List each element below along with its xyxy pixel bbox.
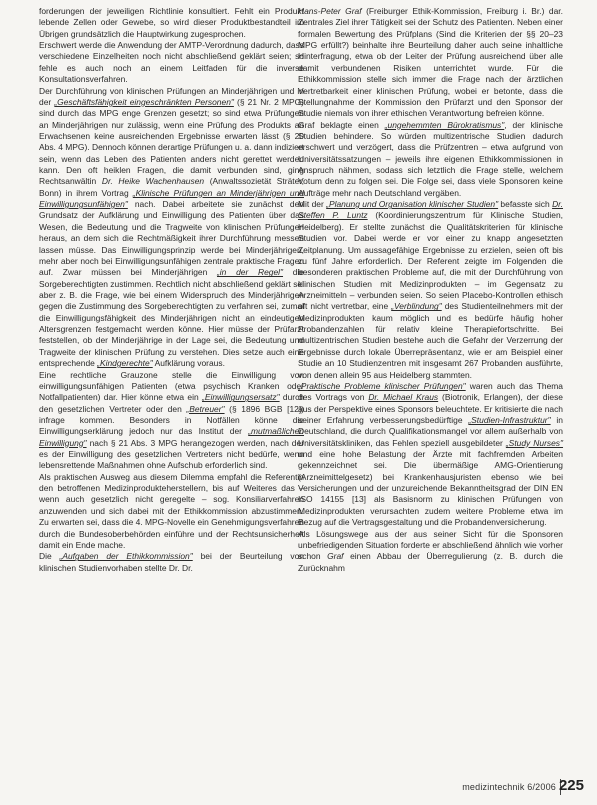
text-run: einen Abbau der Überregulierung (z. B. durch die Zurücknahm: [298, 551, 563, 573]
text-run: Der Durchführung von klinischen Prüfungen an Minderjährigen und in der: [39, 85, 304, 107]
emphasized-text: „Klinische Prüfungen an Minderjährigen und Einwilligungsunfähigen": [39, 187, 304, 210]
emphasized-text: „ungehemmten Bürokratismus": [384, 119, 505, 130]
page-number: 225: [558, 777, 584, 794]
emphasized-text: Dr. Heike Wachenhausen: [101, 176, 205, 187]
paragraph: [39, 40, 304, 85]
emphasized-text: Hans-Peter Graf: [298, 6, 362, 16]
paragraph: [39, 86, 304, 370]
emphasized-text: „Planung und Organisation klinischer Studien": [326, 199, 499, 210]
emphasized-text: „Kindgerechte": [97, 358, 153, 369]
left-column: [39, 6, 304, 574]
emphasized-text: „Aufgaben der Ethikkommission": [59, 551, 193, 562]
magazine-issue: medizintechnik 6/2006: [462, 782, 556, 792]
text-run: Als Lösungswege aus der aus seiner Sicht für die Sponsoren unbefriedigenden Situation forderte er abschließend ähnlich wie vorher schon: [298, 528, 563, 562]
text-run: Eine rechtliche Grauzone stelle die Einwilligung von einwilligungsunfähigen Patienten (etwa psychisch Kranken oder Notfallpatienten) dar. Hier könne etwa ein: [39, 369, 304, 403]
text-run: , der klinische Studien behindere. So würden multizentrische Studien dadurch erschwert und verzögert, dass die Prüfzentren – etwa aufgrund von Universitätssatzungen – jeweils ihre eigenen Ethikkommissionen in Anspruch nähmen, sodass sich letztlich die Frage stelle, welchem Votum denn zu folgen sei. Die Folge sei, dass viele Sponsoren keine Aufträge mehr nach Deutschland vergäben.: [298, 119, 563, 198]
paragraph: [39, 551, 304, 574]
text-run: durch den gesetzlichen Vertreter oder den: [39, 392, 305, 414]
text-run: Aufklärung voraus.: [152, 358, 225, 369]
text-run: in Deutschland, die durch Qualifikationsmangel vor allem außerhalb von Universitätskliniken, das Fehlen speziell ausgebildeter: [298, 414, 563, 448]
emphasized-text: „Praktische Probleme klinischer Prüfungen": [298, 380, 466, 391]
emphasized-text: „Betreuer": [186, 403, 225, 414]
text-run: nach § 21 Abs. 3 MPG herangezogen werden, nach der es der Einwilligung des gesetzlichen Vertreters nicht bedürfe, wenn lebensrettende Maßnahmen ohne Aufschub erforderlich sind.: [39, 437, 304, 471]
text-run: (Anwaltssozietät Sträter, Bonn) in ihrem Vortrag: [39, 176, 304, 198]
text-run: und eine hohe Belastung der Ärzte mit fachfremden Arbeiten gekennzeichnet sei. Die übermäßige AMG-Orientierung (Arzneimittelgesetz) bei Krankenhausjuristen ebenso wie bei Versicherungen und der unzureichende Bekanntheitsgrad der DIN EN ISO 14155 [13] als Basisnorm zu klinischen Prüfungen von Medizinprodukten verursachten zudem weitere Probleme etwa im Bezug auf die Vertragsgestaltung und die Probandenversicherung.: [298, 449, 563, 528]
text-run: Graf beklagte einen: [298, 119, 385, 130]
emphasized-text: Dr. Steffen P. Luntz: [298, 199, 563, 221]
text-run: (Freiburger Ethik-Kommission, Freiburg i. Br.) dar. Zentrales Ziel ihrer Tätigkeit sei der Schutz des Patienten. Neben einer formalen Bewertung des Prüfplans (Sind die Kriterien der §§ 20–23 MPG erfüllt?) beinhalte ihre Beurteilung daher auch seine inhaltliche Hinterfragung, etwa ob der Leiter der Prüfung ausreichend über alle damit verbundenen Risiken unterrichtet wurde. Für die Ethikkommission stelle sich immer die Frage nach der ärztlichen Vertretbarkeit einer klinischen Prüfung, wobei er betonte, dass die Stellungnahme der Kommission den Prüfarzt und den Sponsor der Studie niemals von ihrer ethischen Verantwortung befreien könne.: [298, 6, 563, 119]
paragraph: [39, 6, 304, 40]
paragraph: [39, 472, 304, 552]
text-run: Als praktischen Ausweg aus diesem Dilemma empfahl die Referentin den betroffenen Medizinprodukteherstellern, bis auf Weiteres das – wenn auch gesetzlich nicht geregelte – sog. Konsiliarverfahren anzuwenden und sich dabei mit der Ethikkommission abzustimmen. Zu erwarten sei, dass die 4. MPG-Novelle ein Genehmigungsverfahren durch die Bundesoberbehörden einführe und der Rechtsunsicherheit damit ein Ende mache.: [39, 471, 304, 550]
text-run: forderungen der jeweiligen Richtlinie konsultiert. Fehlt ein Produkt lebende Zellen oder Gewebe, so wird dieser Produktbestandteil im Übrigen grundsätzlich die Hauptwirkung zugesprochen.: [39, 6, 304, 39]
emphasized-text: Dr. Michael Kraus: [368, 392, 439, 403]
text-run: befasste sich: [498, 199, 553, 210]
paragraph: [298, 381, 563, 529]
paragraph: [298, 120, 563, 200]
emphasized-text: „mutmaßlichen Einwilligung": [39, 426, 304, 448]
text-run: (§ 1896 BGB [12]) infrage kommen. Besonders in Notfällen könne die Einwilligungserklärung jedoch nur das Institut der: [39, 403, 304, 437]
emphasized-text: Graf: [327, 551, 344, 562]
emphasized-text: „Geschäftsfähigkeit eingeschränkten Personen": [54, 96, 234, 107]
emphasized-text: „Einwilligungsersatz": [202, 392, 280, 403]
emphasized-text: „Studien-Infrastruktur": [468, 414, 551, 425]
text-run: Die: [39, 551, 60, 562]
emphasized-text: „Verblindung": [391, 301, 442, 312]
text-run: (Koordinierungszentrum für Klinische Studien, Heidelberg). Er stellte zunächst die Qualitätskriterien für klinische Studien vor. Dabei werde er vor einer zu knapp angesetzten Zeitplanung. Um aussagefähige Ergebnisse zu erzielen, seien oft bis zu fünf Jahre erforderlich. Der Referent zeigte im Folgenden die besonderen praktischen Probleme auf, die mit der Durchführung von klinischen Studien mit Medizinprodukten – im Gegensatz zu Arzneimitteln – verbunden seien. So seien Placebo-Kontrollen ethisch oft nicht vertretbar, eine: [298, 210, 563, 312]
text-run: waren auch das Thema des Vortrags von: [298, 380, 563, 403]
text-run: nach. Dabei arbeitete sie zunächst den Grundsatz der Aufklärung und Einwilligung des Patienten über das Wesen, die Bedeutung und die Tragweite von klinischen Prüfungen heraus, an dem sich die Rechtmäßigkeit ihrer Durchführung messen lassen müsse. Das Einwilligungsprinzip werde bei Minderjährigen, mehr aber noch bei Einwilligungsunfähigen zentrale praktische Fragen auf. Zwar müssen bei Minderjährigen: [39, 199, 304, 278]
text-run: Erschwert werde die Anwendung der AMTP-Verordnung dadurch, dass verschiedene Einzelheiten noch nicht abschließend geklärt seien; so fehle es auch noch an einem Leitfaden für die inverse Konsultationsverfahren.: [39, 40, 304, 85]
paragraph: [39, 370, 304, 472]
emphasized-text: „Study Nurses": [505, 437, 564, 448]
paragraph: [298, 6, 563, 120]
paragraph: [298, 199, 563, 381]
right-column: [298, 6, 563, 574]
paragraph: [298, 529, 563, 574]
text-run: bei der Beurteilung von klinischen Studienvorhaben stellte Dr. Dr.: [39, 551, 304, 573]
emphasized-text: „in der Regel": [216, 267, 284, 278]
text-run: (Biotronik, Erlangen), der diese aus der Perspektive eines Sponsors beleuchtete. Er kritisierte die nach seiner Erfahrung verbesserungsbedürftige: [298, 392, 563, 425]
page-footer: [440, 778, 590, 796]
text-run: (§ 21 Nr. 2 MPG) sind durch das MPG enge Grenzen gesetzt; so sind etwa Prüfungen an Minderjährigen nur zulässig, wenn eine Prüfung des Produkts an Erwachsenen keine ausreichenden Ergebnisse erwarten lässt (§ 20 Abs. 4 MPG). Dennoch können derartige Prüfungen u. a. dann indiziert sein, wenn das Leben des Patienten anders nicht gerettet werden kann. Den oft heiklen Fragen, die damit verbunden sind, ging Rechtsanwältin: [39, 96, 305, 187]
text-run: die Sorgeberechtigten zustimmen. Rechtlich nicht abschließend geklärt sei aber z. B. die Frage, wie bei einem Widerspruch des Minderjährigen gegen die Zustimmung des Sorgeberechtigten zu verfahren sei, zumal die Einwilligungsfähigkeit des Minderjährigen nicht an eindeutigen Altersgrenzen festgemacht werden könne. Hier müsse der Prüfarzt feststellen, ob der Minderjährige in der Lage sei, die Bedeutung und Tragweite der klinischen Prüfung zu verstehen. Dies setze auch eine entsprechende: [39, 267, 304, 369]
text-run: des Studienteilnehmers mit der Medizinprodukten kaum möglich und es bedürfe häufig hoher Probandenzahlen für relativ kleine Therapiefortschritte. Bei multizentrischen Studien bestehe auch die Gefahr der Verzerrung der Ergebnisse durch lokale Überrepräsentanz, wie er am Beispiel einer Studie an 10 Studienzentren mit insgesamt 267 Probanden ausführte, von denen allein 95 aus Heidelberg stammten.: [298, 301, 563, 380]
text-run: Mit der: [298, 199, 327, 210]
